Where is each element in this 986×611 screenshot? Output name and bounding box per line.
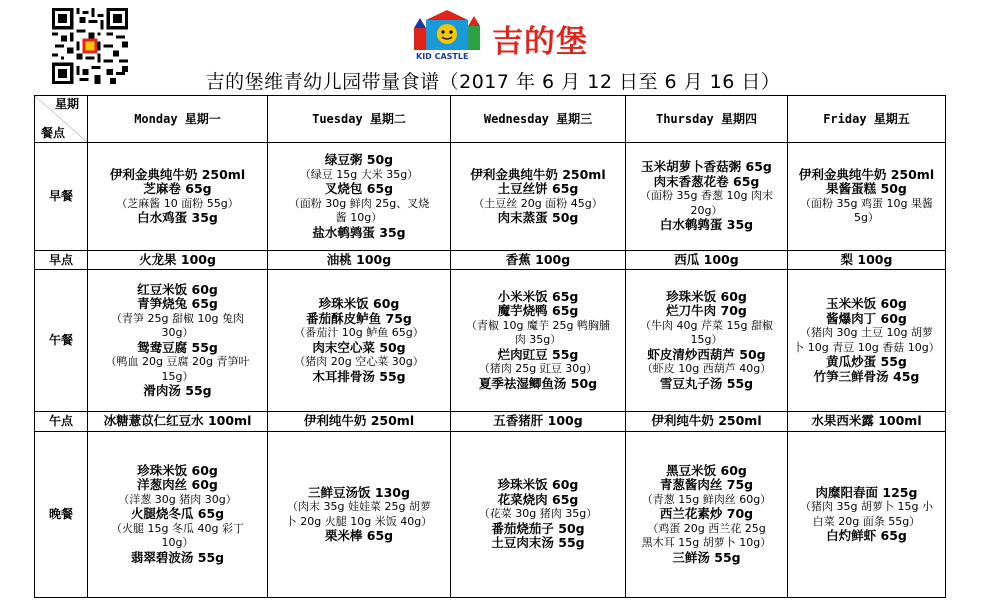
- menu-cell: [268, 412, 451, 432]
- dish-name: 黄瓜炒蛋 55g: [826, 354, 907, 369]
- ingredient-note: （花菜 30g 猪肉 35g）: [478, 507, 598, 521]
- dish-name: 滑肉汤 55g: [143, 383, 212, 398]
- dish-name: 伊利金典纯牛奶 250ml: [798, 166, 935, 182]
- day-header: Wednesday 星期三: [451, 96, 626, 143]
- dish-name: 白水鹌鹑蛋 35g: [659, 217, 754, 233]
- logo: [412, 10, 592, 64]
- page-title: 吉的堡维青幼儿园带量食谱（2017 年 6 月 12 日至 6 月 16 日）: [205, 71, 781, 93]
- menu-cell: [451, 251, 626, 270]
- dish-name: 玉米米饭 60g: [826, 296, 907, 311]
- ingredient-note: （火腿 15g 冬瓜 40g 彩丁: [111, 521, 244, 535]
- dish-name: 番茄酥皮鲈鱼 75g: [306, 310, 412, 326]
- dish-name: 珍珠米饭 60g: [318, 296, 400, 311]
- ingredient-note: （猪肉 20g 空心菜 30g）: [294, 355, 424, 368]
- dish-name: 火腿烧冬瓜 65g: [130, 506, 225, 522]
- dish-name: 番茄烧茄子 50g: [491, 520, 585, 536]
- dish-name: 芝麻卷 65g: [143, 181, 212, 196]
- corner-label-day: 星期: [54, 97, 79, 111]
- ingredient-note: （芝麻酱 10 面粉 55g）: [116, 196, 239, 210]
- dish-name: 肉糜阳春面 125g: [815, 484, 918, 500]
- dish-name: 黑豆米饭 60g: [666, 462, 747, 478]
- dish-name: 雪豆丸子汤 55g: [659, 375, 754, 391]
- ingredient-note: 肉 35g）: [514, 333, 562, 347]
- dish-name: 三鲜汤 55g: [672, 549, 741, 565]
- dish-name: 魔芋烧鸭 65g: [497, 303, 579, 319]
- dish-name: 白水鸡蛋 35g: [137, 210, 218, 225]
- dish-name: 木耳排骨汤 55g: [312, 368, 406, 384]
- menu-cell: [88, 270, 268, 412]
- header-row: [35, 96, 946, 143]
- dish-name: 肉末空心菜 50g: [312, 339, 406, 355]
- menu-cell: [451, 143, 626, 251]
- dish-name: 竹笋三鲜骨汤 45g: [813, 368, 920, 384]
- ingredient-note: 卜 10g 青豆 10g 香菇 10g）: [793, 340, 940, 354]
- castle-icon: [412, 10, 492, 54]
- meal-label: 午餐: [35, 270, 88, 412]
- meal-label: 早餐: [35, 143, 88, 251]
- ingredient-note: （绿豆 15g 大米 35g）: [299, 167, 419, 181]
- menu-cell: [268, 432, 451, 598]
- menu-cell: [626, 143, 788, 251]
- menu-table: [34, 95, 946, 598]
- ingredient-note: （青葱 15g 鲜肉丝 60g）: [641, 492, 772, 506]
- ingredient-note: （鸡蛋 20g 西兰花 25g: [647, 521, 766, 535]
- ingredient-note: 15g）: [161, 369, 194, 383]
- ingredient-note: （猪肉 30g 土豆 10g 胡萝: [800, 326, 933, 339]
- ingredient-note: 5g）: [854, 211, 879, 224]
- dish-name: 西兰花素炒 70g: [659, 506, 754, 522]
- day-header: Friday 星期五: [788, 96, 946, 143]
- menu-cell: [88, 432, 268, 598]
- dish-name: 盐水鹌鹑蛋 35g: [312, 224, 406, 240]
- dish-name: 珍珠米饭 60g: [137, 462, 218, 478]
- dish-name: 西瓜 100g: [674, 251, 739, 267]
- ingredient-note: （猪肉 25g 豇豆 30g）: [478, 362, 598, 376]
- day-header: Monday 星期一: [88, 96, 268, 143]
- dish-name: 小米米饭 65g: [497, 288, 579, 304]
- meal-row: [35, 270, 946, 412]
- corner-cell: [35, 96, 88, 143]
- dish-name: 鸳鸯豆腐 55g: [137, 339, 218, 355]
- dish-name: 玉米胡萝卜香菇粥 65g: [641, 159, 772, 175]
- menu-cell: [268, 270, 451, 412]
- meal-row: [35, 251, 946, 270]
- dish-name: 青笋烧兔 65g: [137, 296, 218, 311]
- menu-cell: [451, 432, 626, 598]
- dish-name: 伊利金典纯牛奶 250ml: [470, 166, 606, 182]
- meal-label: 晚餐: [35, 432, 88, 598]
- corner-label-meal: 餐点: [41, 125, 66, 140]
- menu-cell: [88, 412, 268, 432]
- ingredient-note: （面粉 30g 鲜肉 25g、叉烧: [288, 196, 430, 210]
- menu-cell: [626, 432, 788, 598]
- menu-cell: [451, 412, 626, 432]
- dish-name: 五香猪肝 100g: [493, 413, 583, 429]
- dish-name: 伊利金典纯牛奶 250ml: [109, 166, 246, 182]
- meal-row: [35, 143, 946, 251]
- menu-cell: [88, 251, 268, 270]
- dish-name: 香蕉 100g: [505, 251, 571, 267]
- ingredient-note: （鸭血 20g 豆腐 20g 青笋叶: [105, 355, 250, 368]
- dish-name: 珍珠米饭 60g: [666, 288, 747, 304]
- menu-cell: [788, 432, 946, 598]
- ingredient-note: 白菜 20g 面条 55g）: [812, 514, 921, 528]
- menu-cell: [788, 412, 946, 432]
- menu-cell: [788, 270, 946, 412]
- ingredient-note: 30g）: [161, 326, 194, 339]
- dish-name: 肉末蒸蛋 50g: [497, 210, 579, 225]
- dish-name: 土豆肉末汤 55g: [491, 535, 585, 551]
- ingredient-note: （青笋 25g 甜椒 10g 兔肉: [111, 311, 244, 325]
- ingredient-note: 10g）: [161, 536, 194, 550]
- ingredient-note: （面粉 35g 鸡蛋 10g 果酱: [800, 196, 933, 210]
- dish-name: 红豆米饭 60g: [137, 281, 218, 297]
- dish-name: 夏季祛湿鲫鱼汤 50g: [478, 375, 598, 391]
- day-header: Tuesday 星期二: [268, 96, 451, 143]
- dish-name: 梨 100g: [840, 251, 893, 267]
- dish-name: 叉烧包 65g: [324, 181, 394, 196]
- ingredient-note: 15g）: [690, 333, 723, 347]
- ingredient-note: （青椒 10g 魔芋 25g 鸭胸脯: [466, 318, 610, 332]
- dish-name: 栗米棒 65g: [324, 528, 394, 543]
- dish-name: 肉末香葱花卷 65g: [653, 173, 760, 189]
- dish-name: 翡翠碧波汤 55g: [130, 549, 225, 565]
- meal-label: 早点: [35, 251, 88, 270]
- ingredient-note: （面粉 35g 香葱 10g 肉末: [640, 189, 773, 203]
- menu-cell: [88, 143, 268, 251]
- dish-name: 绿豆粥 50g: [324, 152, 394, 167]
- dish-name: 烂肉豇豆 55g: [497, 346, 579, 362]
- dish-name: 伊利纯牛奶 250ml: [651, 413, 762, 429]
- menu-cell: [788, 143, 946, 251]
- dish-name: 花菜烧肉 65g: [497, 491, 579, 507]
- ingredient-note: （土豆丝 20g 面粉 45g）: [473, 196, 603, 210]
- dish-name: 伊利纯牛奶 250ml: [303, 413, 415, 429]
- ingredient-note: （牛肉 40g 芹菜 15g 甜椒: [640, 318, 773, 332]
- ingredient-note: （番茄汁 10g 鲈鱼 65g）: [294, 326, 424, 339]
- dish-name: 珍珠米饭 60g: [497, 477, 579, 493]
- dish-name: 青葱酱肉丝 75g: [659, 477, 754, 493]
- menu-cell: [451, 270, 626, 412]
- dish-name: 洋葱肉丝 60g: [137, 477, 218, 493]
- brand-name: 吉的堡: [492, 24, 588, 60]
- dish-name: 油桃 100g: [326, 251, 392, 267]
- brand-tagline: KID CASTLE: [416, 52, 469, 61]
- ingredient-note: （肉末 35g 娃娃菜 25g 胡萝: [287, 500, 431, 513]
- dish-name: 火龙果 100g: [139, 251, 216, 267]
- meal-row: [35, 432, 946, 598]
- ingredient-note: 卜 20g 火腿 10g 米饭 40g）: [285, 514, 433, 528]
- menu-cell: [626, 251, 788, 270]
- menu-cell: [788, 251, 946, 270]
- ingredient-note: （虾皮 10g 西葫芦 40g）: [641, 362, 772, 376]
- dish-name: 冰糖薏苡仁红豆水 100ml: [103, 413, 252, 429]
- meal-label: 午点: [35, 412, 88, 432]
- menu-cell: [268, 251, 451, 270]
- ingredient-note: （猪肉 35g 胡萝卜 15g 小: [800, 500, 933, 513]
- dish-name: 烂刀牛肉 70g: [666, 303, 747, 319]
- menu-cell: [268, 143, 451, 251]
- meal-row: [35, 412, 946, 432]
- menu-cell: [626, 270, 788, 412]
- dish-name: 土豆丝饼 65g: [497, 181, 579, 196]
- dish-name: 虾皮清炒西葫芦 50g: [647, 346, 766, 362]
- dish-name: 酱爆肉丁 60g: [826, 310, 907, 326]
- ingredient-note: 20g）: [690, 203, 723, 217]
- day-header: Thursday 星期四: [626, 96, 788, 143]
- menu-cell: [626, 412, 788, 432]
- dish-name: 白灼鲜虾 65g: [826, 528, 907, 543]
- dish-name: 三鲜豆汤饭 130g: [308, 484, 410, 500]
- dish-name: 果酱蛋糕 50g: [826, 181, 907, 196]
- dish-name: 水果西米露 100ml: [811, 413, 922, 429]
- ingredient-note: 黑木耳 15g 胡萝卜 10g）: [641, 536, 772, 550]
- ingredient-note: （洋葱 30g 猪肉 30g）: [118, 492, 237, 506]
- ingredient-note: 酱 10g）: [335, 211, 383, 224]
